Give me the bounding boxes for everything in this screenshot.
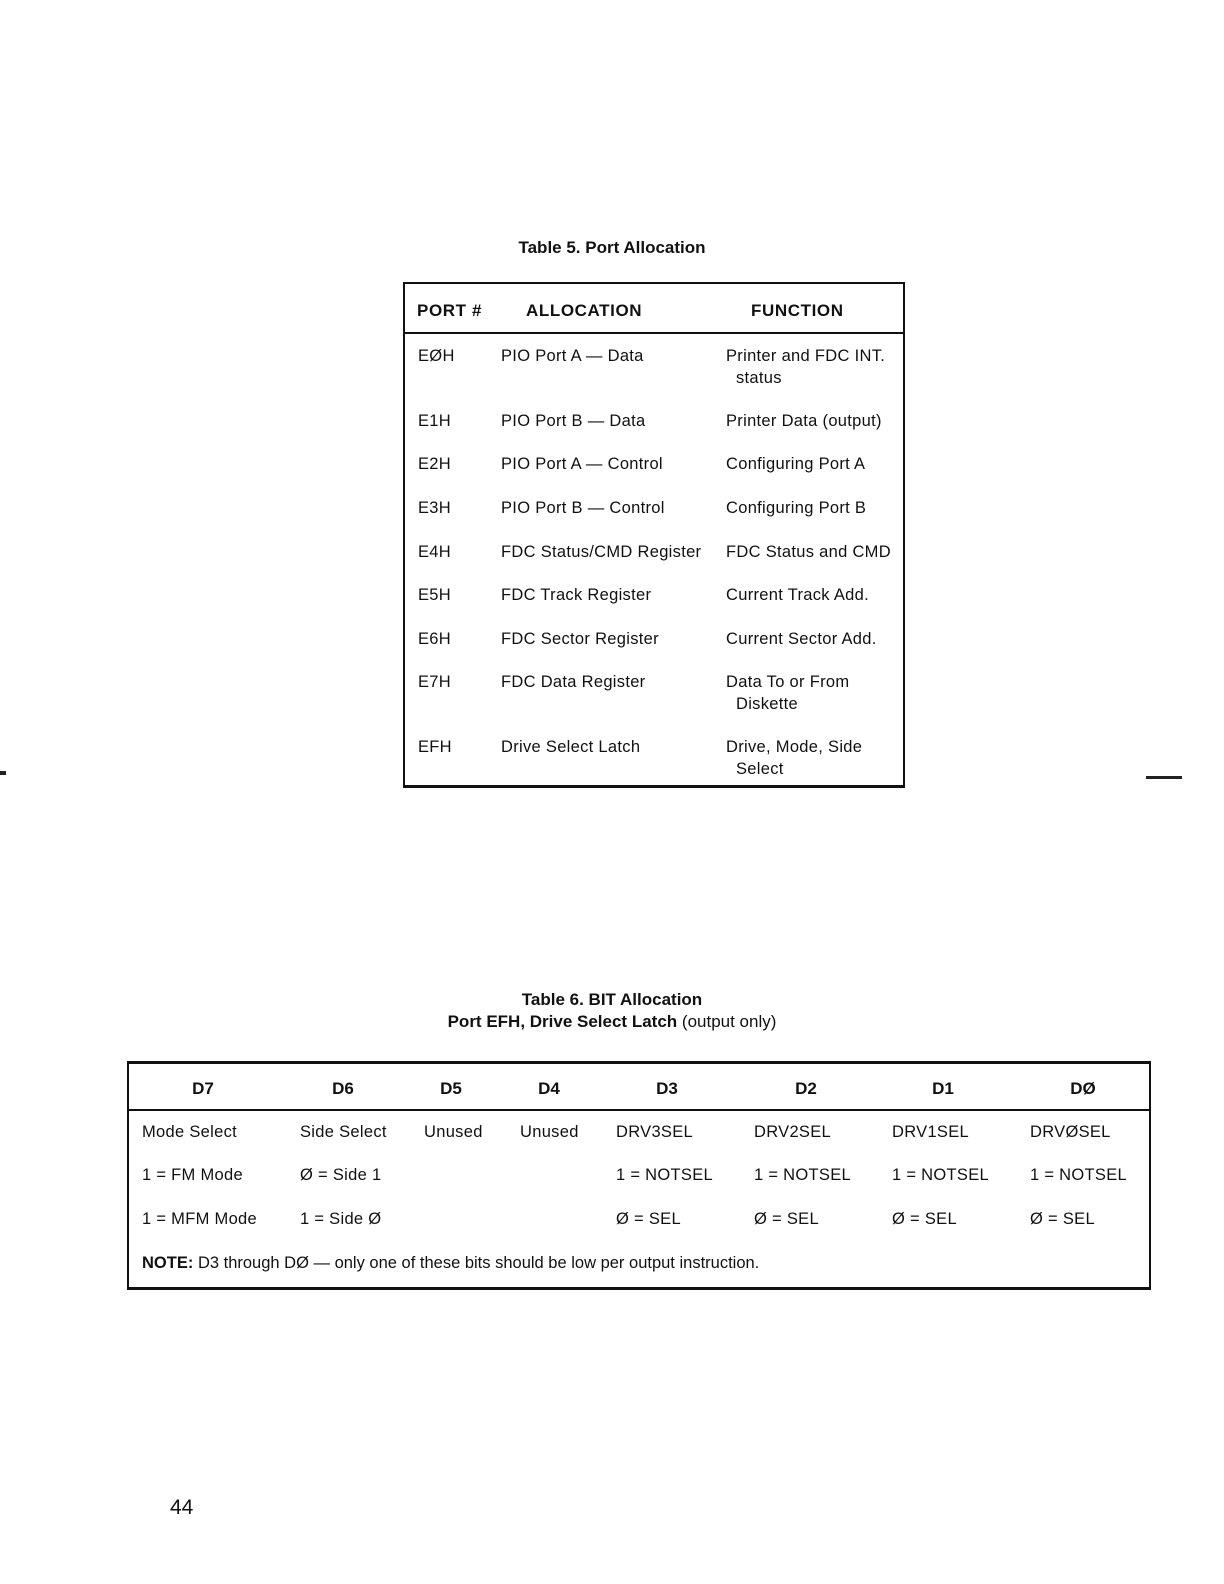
cell-d3: Ø = SEL [616,1210,681,1228]
function-line-1: Current Sector Add. [726,630,877,648]
bit-allocation-table [127,1061,1151,1290]
cell-d1: DRV1SEL [892,1123,970,1141]
cell-d0: DRVØSEL [1030,1123,1111,1141]
note-label: NOTE: [142,1254,194,1272]
function-line-2: Select [736,760,784,778]
function-cell [726,628,901,650]
function-cell [726,345,901,389]
cell-d2: Ø = SEL [754,1210,819,1228]
port-cell: E3H [418,499,451,517]
cell-d7: Mode Select [142,1123,238,1141]
cell-d7: 1 = MFM Mode [142,1210,258,1228]
table6-note [142,1252,759,1274]
function-cell [726,497,901,519]
function-cell [726,453,901,475]
header-d5: D5 [440,1079,462,1098]
port-allocation-table [403,282,905,788]
port-cell: E6H [418,630,451,648]
function-line-1: Printer Data (output) [726,412,882,430]
port-cell: EFH [418,738,452,756]
header-d0: DØ [1070,1079,1096,1098]
table6-subtitle [0,1011,1224,1033]
port-cell: E1H [418,412,451,430]
allocation-cell: PIO Port A — Control [501,455,663,473]
function-cell [726,671,901,715]
allocation-cell: FDC Status/CMD Register [501,543,702,561]
cell-d2: 1 = NOTSEL [754,1166,851,1184]
allocation-cell: PIO Port B — Data [501,412,646,430]
table6-title: Table 6. BIT Allocation [521,990,703,1009]
allocation-cell: Drive Select Latch [501,738,641,756]
function-line-1: Current Track Add. [726,586,869,604]
function-line-2: Diskette [736,695,799,713]
cell-d3: DRV3SEL [616,1123,694,1141]
header-d1: D1 [932,1079,954,1098]
cell-d5: Unused [424,1123,483,1141]
table5-header-allocation: ALLOCATION [526,301,643,320]
port-cell: E7H [418,673,451,691]
cell-d6: 1 = Side Ø [300,1210,382,1228]
table5-header [405,284,903,334]
function-line-1: Configuring Port B [726,499,867,517]
cell-d4: Unused [520,1123,579,1141]
cell-d0: Ø = SEL [1030,1210,1095,1228]
cell-d1: Ø = SEL [892,1210,957,1228]
allocation-cell: FDC Data Register [501,673,646,691]
page-number: 44 [170,1496,194,1519]
table6-subtitle-bold: Port EFH, Drive Select Latch [447,1012,678,1031]
header-d7: D7 [192,1079,214,1098]
function-line-1: Data To or From [726,673,850,691]
cell-d1: 1 = NOTSEL [892,1166,989,1184]
scan-edge-mark-left [0,771,6,775]
port-cell: E2H [418,455,451,473]
function-cell [726,541,901,563]
port-cell: E5H [418,586,451,604]
table5-header-function: FUNCTION [751,301,844,320]
cell-d6: Ø = Side 1 [300,1166,382,1184]
header-d6: D6 [332,1079,354,1098]
header-d4: D4 [538,1079,560,1098]
cell-d2: DRV2SEL [754,1123,832,1141]
function-cell [726,736,901,780]
table6-subtitle-rest: (output only) [681,1012,777,1031]
function-line-1: Printer and FDC INT. [726,347,886,365]
function-line-1: Configuring Port A [726,455,866,473]
cell-d7: 1 = FM Mode [142,1166,243,1184]
cell-d6: Side Select [300,1123,387,1141]
table6-header [129,1064,1149,1111]
table5-header-port: PORT # [417,301,483,320]
scan-edge-mark-right [1146,776,1182,779]
allocation-cell: PIO Port B — Control [501,499,665,517]
allocation-cell: FDC Track Register [501,586,652,604]
function-cell [726,410,901,432]
allocation-cell: FDC Sector Register [501,630,659,648]
table5-title: Table 5. Port Allocation [518,238,706,257]
function-line-2: status [736,369,782,387]
function-line-1: FDC Status and CMD [726,543,891,561]
function-cell [726,584,901,606]
cell-d0: 1 = NOTSEL [1030,1166,1127,1184]
allocation-cell: PIO Port A — Data [501,347,644,365]
port-cell: E4H [418,543,451,561]
header-d2: D2 [795,1079,817,1098]
header-d3: D3 [656,1079,678,1098]
port-cell: EØH [418,347,455,365]
function-line-1: Drive, Mode, Side [726,738,863,756]
cell-d3: 1 = NOTSEL [616,1166,713,1184]
note-text: D3 through DØ — only one of these bits should be low per output instruction. [197,1254,760,1272]
